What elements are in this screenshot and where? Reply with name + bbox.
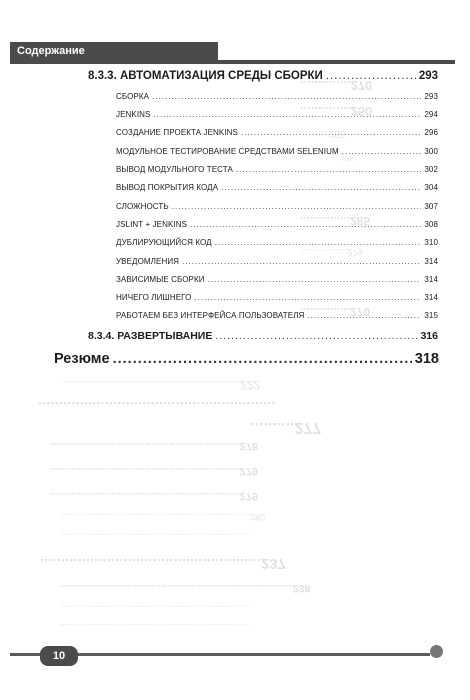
header-title: Содержание <box>17 45 85 57</box>
toc-entry-title: РАБОТАЕМ БЕЗ ИНТЕРФЕЙСА ПОЛЬЗОВАТЕЛЯ <box>116 311 305 320</box>
toc-entry-page: 314 <box>424 275 438 284</box>
page-number-badge <box>40 646 78 666</box>
toc-entry[interactable] <box>116 220 438 229</box>
dot-leader <box>154 110 422 119</box>
toc-entry-page: 314 <box>424 293 438 302</box>
dot-leader <box>307 311 421 320</box>
toc-entry-page: 296 <box>424 128 438 137</box>
toc-entry-page: 318 <box>414 351 439 367</box>
toc-entry-title: 8.3.3. АВТОМАТИЗАЦИЯ СРЕДЫ СБОРКИ <box>88 70 323 82</box>
toc-entry-title: 8.3.4. РАЗВЕРТЫВАНИЕ <box>88 330 213 342</box>
dot-leader <box>215 330 417 342</box>
toc-entry-page: 304 <box>424 183 438 192</box>
toc-entry[interactable] <box>116 183 438 192</box>
toc-entry-title: МОДУЛЬНОЕ ТЕСТИРОВАНИЕ СРЕДСТВАМИ SELENIUM <box>116 147 339 156</box>
toc-entry[interactable] <box>116 257 438 266</box>
toc-entry-section-8-3-3[interactable] <box>88 70 438 82</box>
toc-entry-title: ЗАВИСИМЫЕ СБОРКИ <box>116 275 205 284</box>
dot-leader <box>221 183 421 192</box>
toc-entry-page: 302 <box>424 165 438 174</box>
toc-entry[interactable] <box>116 147 438 156</box>
toc-entry[interactable] <box>116 238 438 247</box>
dot-leader <box>172 202 422 211</box>
toc-entry[interactable] <box>116 275 438 284</box>
dot-leader <box>241 128 421 137</box>
toc-entry-title: СОЗДАНИЕ ПРОЕКТА JENKINS <box>116 128 238 137</box>
toc-entry-title: JENKINS <box>116 110 151 119</box>
toc-entry[interactable] <box>116 202 438 211</box>
toc-entry-title: JSLINT + JENKINS <box>116 220 188 229</box>
dot-leader <box>208 275 422 284</box>
toc-entry-summary[interactable] <box>54 351 439 367</box>
toc-entry[interactable] <box>116 311 438 320</box>
toc-entry[interactable] <box>116 165 438 174</box>
toc-entry-title: ДУБЛИРУЮЩИЙСЯ КОД <box>116 238 212 247</box>
dot-leader <box>236 165 421 174</box>
toc-entry-title: УВЕДОМЛЕНИЯ <box>116 257 180 266</box>
toc-entry-title: СЛОЖНОСТЬ <box>116 202 169 211</box>
toc-entry-page: 307 <box>424 202 438 211</box>
footer-dot-icon <box>430 645 443 658</box>
toc-entry-page: 293 <box>424 92 438 101</box>
toc-entry-page: 315 <box>424 311 438 320</box>
toc-entry[interactable] <box>116 128 438 137</box>
toc-entry-title: НИЧЕГО ЛИШНЕГО <box>116 293 192 302</box>
toc-entry[interactable] <box>116 92 438 101</box>
page-number: 10 <box>52 650 66 662</box>
toc-entry-page: 314 <box>424 257 438 266</box>
toc-entry-title: СБОРКА <box>116 92 150 101</box>
toc-entry-page: 316 <box>420 330 438 342</box>
dot-leader <box>113 351 412 367</box>
dot-leader <box>190 220 421 229</box>
toc-entry-section-8-3-4[interactable] <box>88 330 438 342</box>
dot-leader <box>342 147 422 156</box>
toc-entry-page: 308 <box>424 220 438 229</box>
toc-entry-page: 294 <box>424 110 438 119</box>
toc-entry-title: ВЫВОД МОДУЛЬНОГО ТЕСТА <box>116 165 233 174</box>
dot-leader <box>326 70 416 82</box>
toc-entry-page: 310 <box>424 238 438 247</box>
dot-leader <box>194 293 421 302</box>
dot-leader <box>152 92 421 101</box>
dot-leader <box>215 238 422 247</box>
dot-leader <box>182 257 421 266</box>
toc-entry-title: Резюме <box>54 351 110 367</box>
toc-entry-page: 293 <box>418 70 438 82</box>
toc-entry[interactable] <box>116 293 438 302</box>
toc-entry[interactable] <box>116 110 438 119</box>
show-through-background: ..............270 ..............250 ..............285 ................276 ...............285 ...................279 ...............270 ......................................................222 ......................................................... ..........277 ..............................................................278 ..............................................................279 ..............................................................279 ............................................................................280 ............................................................................ .....................................................237 ............................................................................238 ............................................................................ ............................................................................ <box>38 78 373 632</box>
toc-entry-page: 300 <box>424 147 438 156</box>
toc-entry-title: ВЫВОД ПОКРЫТИЯ КОДА <box>116 183 219 192</box>
